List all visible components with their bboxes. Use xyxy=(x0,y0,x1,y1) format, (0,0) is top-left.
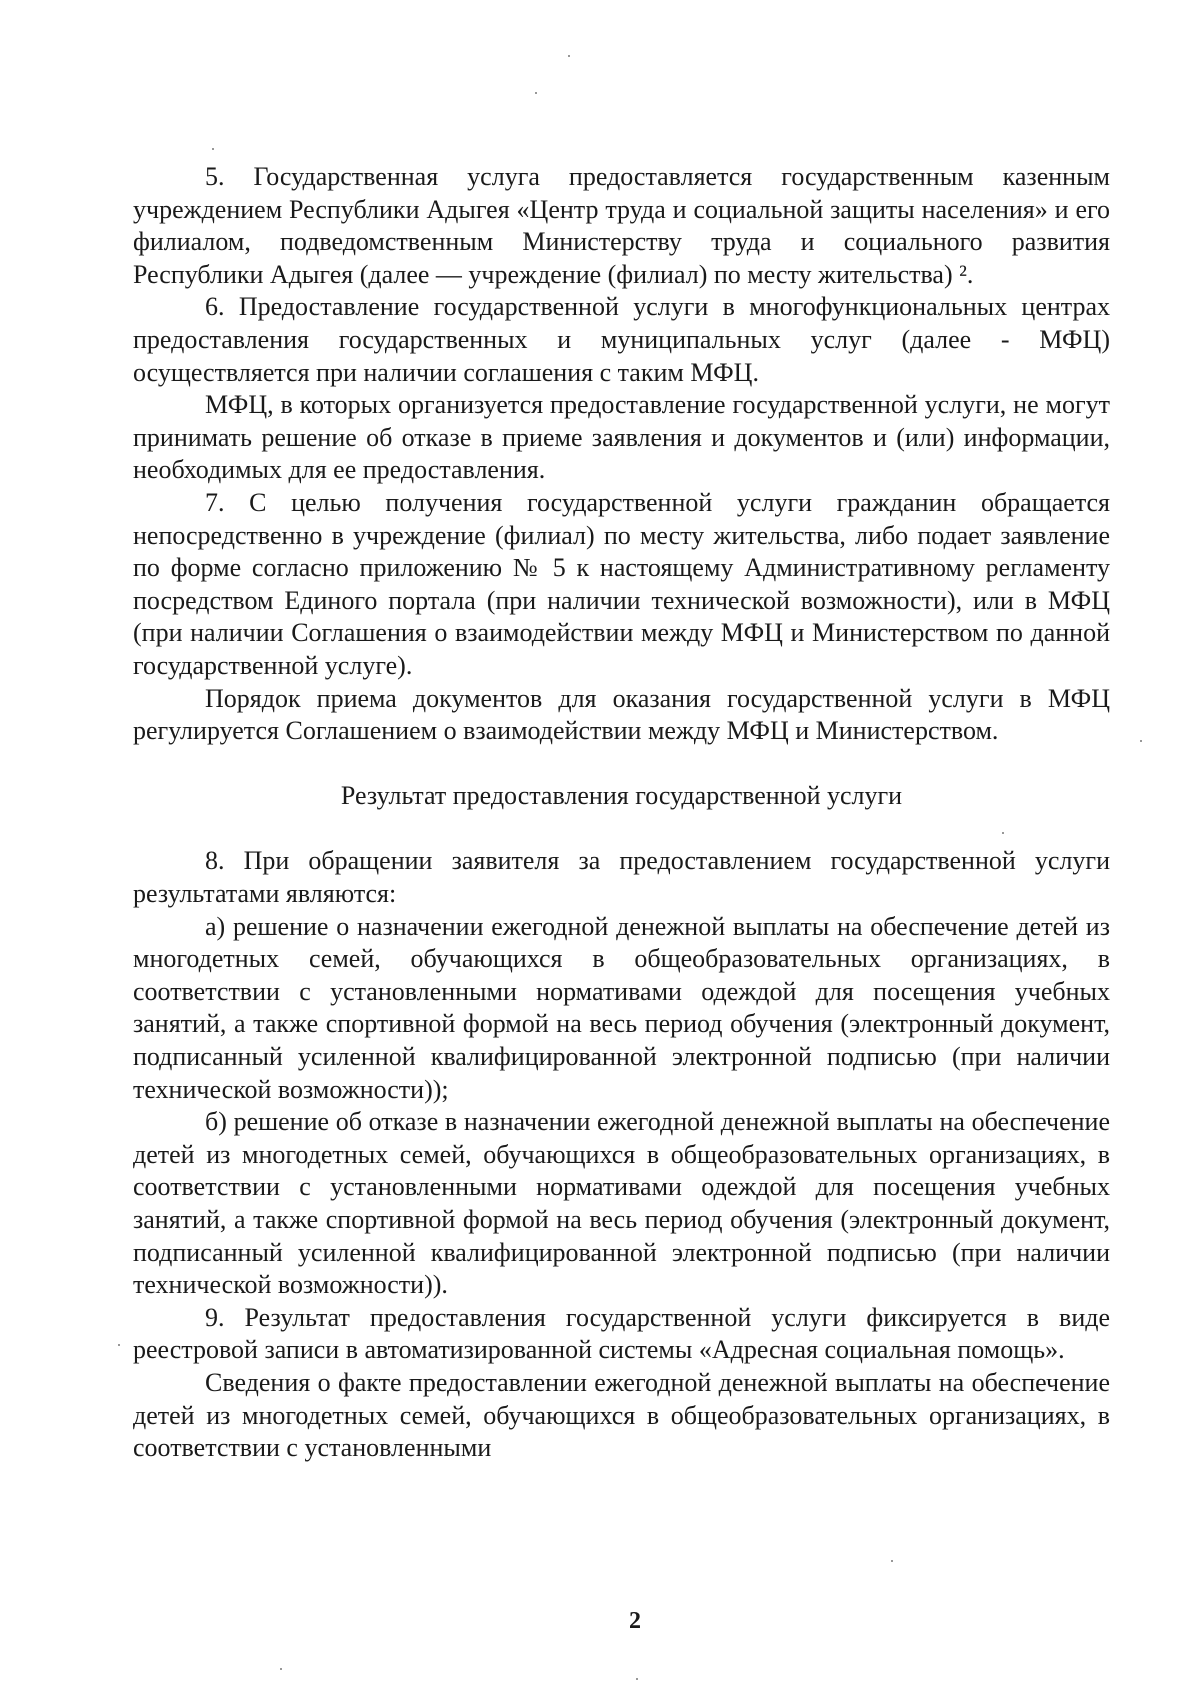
scan-speck xyxy=(636,1678,638,1680)
paragraph-8a: а) решение о назначении ежегодной денежной выплаты на обеспечение детей из многодетных семей, обучающихся в общеобразовательных организациях, в соответствии с установленными нормативами одеждой для посещения учебных занятий, а также спортивной формой на весь период обучения (электронный документ, подписанный усиленной квалифицированной электронной подписью (при наличии технической возможности)); xyxy=(133,911,1110,1104)
paragraph-9: 9. Результат предоставления государственной услуги фиксируется в виде реестровой записи в автоматизированной системы «Адресная социальная помощь». xyxy=(133,1302,1110,1365)
paragraph-8b: б) решение об отказе в назначении ежегодной денежной выплаты на обеспечение детей из многодетных семей, обучающихся в общеобразовательных организациях, в соответствии с установленными нормативами одеждой для посещения учебных занятий, а также спортивной формой на весь период обучения (электронный документ, подписанный усиленной квалифицированной электронной подписью (при наличии технической возможности)). xyxy=(133,1107,1110,1300)
paragraph-info: Сведения о факте предоставлении ежегодной денежной выплаты на обеспечение детей из многодетных семей, обучающихся в общеобразовательных организациях, в соответствии с установленными xyxy=(133,1367,1110,1463)
section-heading: Результат предоставления государственной услуги xyxy=(340,781,903,811)
page-number: 2 xyxy=(629,1608,641,1634)
paragraph-reception-order: Порядок приема документов для оказания государственной услуги в МФЦ регулируется Соглашением о взаимодействии между МФЦ и Министерством. xyxy=(133,683,1110,746)
paragraph-mfc-refusal: МФЦ, в которых организуется предоставление государственной услуги, не могут принимать решение об отказе в приеме заявления и документов и (или) информации, необходимых для ее предоставления. xyxy=(133,390,1110,485)
scan-speck xyxy=(1002,832,1004,834)
paragraph-8: 8. При обращении заявителя за предоставлением государственной услуги результатами являются: xyxy=(133,846,1110,909)
scan-speck xyxy=(1140,740,1142,742)
scan-speck xyxy=(212,148,214,150)
document-body xyxy=(133,161,1110,1465)
scan-speck xyxy=(118,1344,120,1346)
scan-speck xyxy=(891,1560,893,1562)
paragraph-5: 5. Государственная услуга предоставляется государственным казенным учреждением Республики Адыгея «Центр труда и социальной защиты населения» и его филиалом, подведомственным Министерству труда и социального развития Республики Адыгея (далее — учреждение (филиал) по месту жительства) ². xyxy=(133,162,1110,289)
scan-speck xyxy=(280,1668,282,1670)
paragraph-7: 7. С целью получения государственной услуги гражданин обращается непосредственно в учреждение (филиал) по месту жительства, либо подает заявление по форме согласно приложению № 5 к настоящему Административному регламенту посредством Единого портала (при наличии технической возможности), или в МФЦ (при наличии Соглашения о взаимодействии между МФЦ и Министерством по данной государственной услуге). xyxy=(133,487,1110,680)
scan-speck xyxy=(535,92,537,94)
paragraph-6: 6. Предоставление государственной услуги в многофункциональных центрах предоставления государственных и муниципальных услуг (далее - МФЦ) осуществляется при наличии соглашения с таким МФЦ. xyxy=(133,292,1110,387)
scan-speck xyxy=(568,55,570,57)
